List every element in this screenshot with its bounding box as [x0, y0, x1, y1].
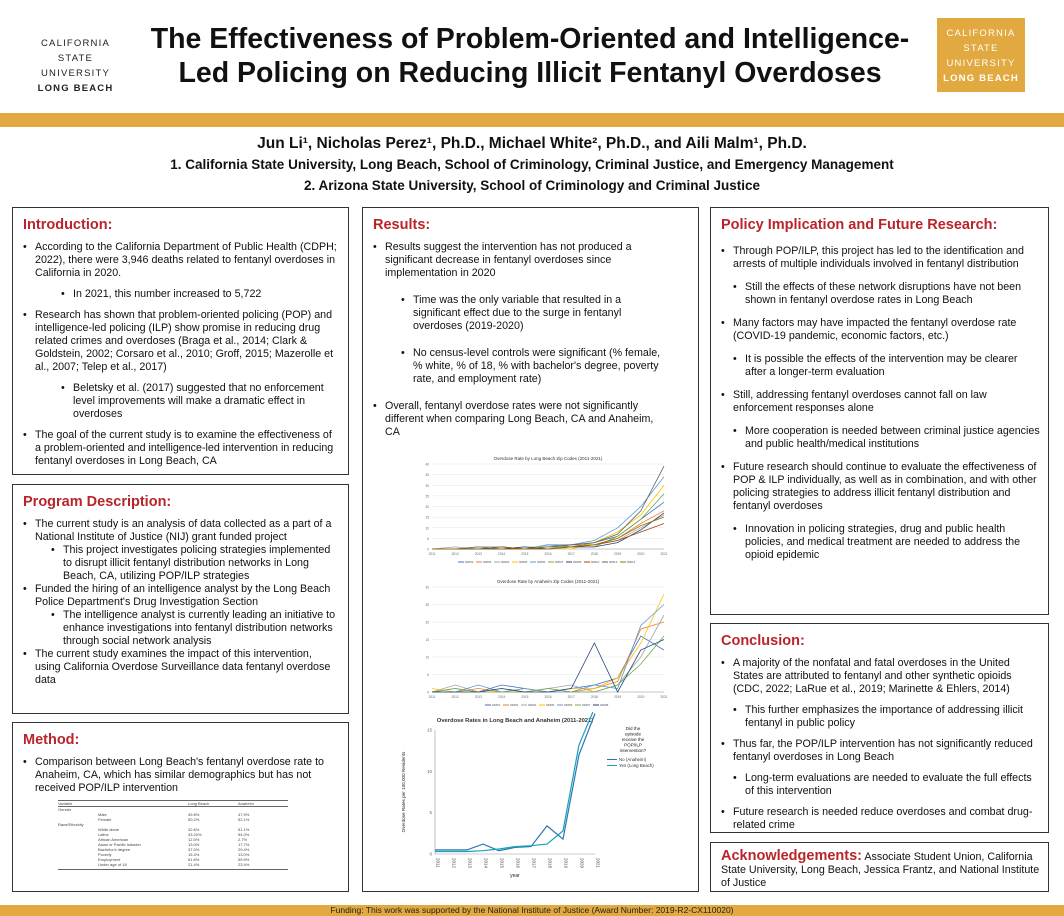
- y-tick-label: 40: [425, 462, 429, 467]
- x-tick-label: 2012: [451, 552, 459, 557]
- chart-title: Overdose Rates in Long Beach and Anaheim (2011-2021): [436, 718, 594, 724]
- y-tick-label: 25: [425, 494, 429, 499]
- legend-label: 90814: [627, 560, 636, 565]
- x-tick-label: 2017: [567, 695, 575, 700]
- table-cell: Female: [98, 817, 112, 822]
- legend-label: Yes (Long Beach): [619, 763, 654, 768]
- csulb-logo-left: [18, 36, 133, 96]
- x-tick-label: 2017: [567, 552, 575, 557]
- table-row: [58, 862, 288, 867]
- y-tick-label: 10: [425, 655, 429, 660]
- series-line-92807: [432, 636, 664, 692]
- anaheim-zip-chart: [420, 575, 670, 710]
- y-tick-label: 20: [425, 505, 429, 509]
- section-heading: Acknowledgements:: [721, 848, 862, 864]
- conclusion-section: [710, 623, 1049, 833]
- legend-label: 92807: [582, 703, 591, 708]
- affiliation-2: 2. Arizona State University, School of Criminology and Criminal Justice: [303, 178, 761, 193]
- table-cell: 32.6%: [188, 827, 200, 832]
- series-line-90802: [432, 502, 664, 549]
- list-item: • Still, addressing fentanyl overdoses cannot fall on law enforcement responses alone: [733, 389, 1040, 415]
- legend-label: 92808: [600, 703, 609, 708]
- x-tick-label: 2016: [544, 552, 552, 557]
- x-tick-label: 2013: [467, 858, 473, 869]
- list-item: • Comparison between Long Beach's fentanyl overdose rate to Anaheim, CA, which has similar demographics but has not received POP/ILP intervention: [35, 756, 340, 795]
- section-heading: Results:: [373, 217, 431, 233]
- y-tick-label: 15: [425, 515, 429, 520]
- logo-line: CALIFORNIA: [40, 38, 110, 49]
- list-item: • Future research is needed reduce overdoses and combat drug-related crime: [733, 806, 1040, 832]
- section-heading: Introduction:: [23, 217, 113, 233]
- table-cell: Under age of 18: [98, 862, 127, 867]
- x-tick-label: 2017: [531, 858, 537, 869]
- legend-label: 92802: [510, 703, 519, 708]
- series-line-92806: [432, 605, 664, 693]
- x-tick-label: 2011: [428, 695, 436, 700]
- x-tick-label: 2015: [499, 858, 505, 869]
- x-tick-label: 2011: [428, 552, 436, 557]
- authors: Jun Li¹, Nicholas Perez¹, Ph.D., Michael White², Ph.D., and Aili Malm¹, Ph.D.: [257, 135, 807, 152]
- series-line-90807: [432, 494, 664, 549]
- list-item: • Long-term evaluations are needed to evaluate the full effects of this intervention: [745, 772, 1040, 798]
- x-tick-label: 2021: [660, 552, 668, 557]
- section-heading: Program Description:: [23, 494, 172, 510]
- logo-line: UNIVERSITY: [946, 58, 1016, 69]
- x-tick-label: 2019: [614, 552, 622, 557]
- list-item: • It is possible the effects of the intervention may be clearer after a longer-term evaluation: [745, 353, 1040, 379]
- legend-label: 90803: [483, 560, 492, 565]
- table-cell: 51.1%: [238, 827, 250, 832]
- y-tick-label: 35: [425, 473, 429, 478]
- legend-label: 92805: [546, 703, 555, 708]
- table-cell: 29.4%: [238, 847, 250, 852]
- table-cell: Latinx: [98, 832, 109, 837]
- table-cell: 13.0%: [238, 852, 250, 857]
- comparison-chart: [395, 712, 685, 882]
- list-item: • Future research should continue to evaluate the effectiveness of POP & ILP individually, as well as in combination, and with other policing strategies to address illicit fentanyl distribution and fentanyl overdoses: [733, 461, 1040, 513]
- table-header-cell: Anaheim: [238, 801, 254, 806]
- y-tick-label: 20: [425, 620, 429, 625]
- x-tick-label: 2018: [590, 552, 598, 557]
- table-cell: 13.0%: [188, 842, 200, 847]
- acknowledgements-section: [710, 842, 1049, 892]
- list-item: • Time was the only variable that resulted in a significant effect due to the surge in fentanyl overdoses (2019-2020): [413, 294, 670, 333]
- y-tick-label: 5: [429, 810, 432, 816]
- series-line-90803: [432, 511, 664, 549]
- table-cell: 54.0%: [238, 832, 250, 837]
- table-cell: 17.7%: [238, 842, 250, 847]
- y-tick-label: 0: [429, 851, 432, 857]
- legend-label: 92806: [564, 703, 573, 708]
- legend-label: 90805: [519, 560, 528, 565]
- list-item: • The current study is an analysis of data collected as a part of a National Institute of Justice (NIJ) grant funded project: [35, 518, 340, 544]
- table-cell: Poverty: [98, 852, 112, 857]
- logo-line: LONG BEACH: [37, 83, 114, 94]
- chart-title: Overdose Rate by Long Beach Zip Codes (2011-2021): [493, 456, 603, 461]
- x-tick-label: 2013: [474, 695, 482, 700]
- y-tick-label: 15: [426, 727, 432, 733]
- table-cell: 2.7%: [238, 837, 248, 842]
- legend-label: 90808: [573, 560, 582, 565]
- x-tick-label: 2015: [521, 552, 529, 557]
- affiliation-1: 1. California State University, Long Beach, School of Criminology, Criminal Justice, and Emergency Management: [170, 157, 894, 172]
- table-cell: Race/Ethnicity: [58, 822, 84, 827]
- list-item: • A majority of the nonfatal and fatal overdoses in the United States are attributed to fentanyl and other synthetic opioids (CDC, 2022; LaRue et al., 2019; Marinette & Ehlers, 2014): [733, 657, 1040, 696]
- x-tick-label: 2021: [660, 695, 668, 700]
- x-tick-label: 2018: [590, 695, 598, 700]
- y-tick-label: 5: [427, 536, 429, 541]
- y-tick-label: 25: [425, 603, 429, 607]
- table-cell: 52.1%: [238, 817, 250, 822]
- list-item: • The intelligence analyst is currently leading an initiative to enhance investigations into fentanyl distribution networks through social network analysis: [63, 609, 340, 648]
- list-item: • Through POP/ILP, this project has led to the identification and arrests of multiple individuals involved in fentanyl distribution: [733, 245, 1040, 271]
- table-cell: Male: [98, 812, 107, 817]
- list-item: • Thus far, the POP/ILP intervention has not significantly reduced fentanyl overdoses in Long Beach: [733, 738, 1040, 764]
- legend-label: 90813: [609, 560, 618, 565]
- legend-label: No (Anaheim): [619, 757, 647, 762]
- y-tick-label: 30: [425, 483, 429, 488]
- list-item: • Innovation in policing strategies, drug and public health policies, and medical treatment are needed to address the opioid epidemic: [745, 523, 1040, 562]
- series-line-92801: [432, 636, 664, 692]
- table-cell: Employment: [98, 857, 121, 862]
- table-cell: 43.20%: [188, 832, 202, 837]
- legend-label: 90804: [501, 560, 510, 565]
- logo-line: LONG BEACH: [943, 73, 1019, 84]
- table-cell: African American: [98, 837, 129, 842]
- table-body: [58, 807, 288, 867]
- y-tick-label: 0: [427, 547, 429, 552]
- series-line-92804: [432, 615, 664, 692]
- legend-label: 92804: [528, 703, 537, 708]
- x-tick-label: 2018: [547, 858, 553, 869]
- list-item: • Many factors may have impacted the fentanyl overdose rate (COVID-19 pandemic, economic factors, etc.): [733, 317, 1040, 343]
- x-tick-label: 2014: [498, 552, 506, 557]
- y-tick-label: 10: [426, 768, 432, 774]
- acknowledgements-text: Associate Student Union, California State University, Long Beach, Jessica Frantz, and National Institute of Justice: [721, 851, 1040, 889]
- x-tick-label: 2020: [579, 858, 585, 869]
- table-cell: Asian or Pacific Islander: [98, 842, 141, 847]
- x-tick-label: 2015: [521, 695, 529, 700]
- x-tick-label: 2012: [451, 858, 457, 869]
- legend-label: 92801: [492, 703, 501, 708]
- x-tick-label: 2013: [474, 552, 482, 557]
- table-header-cell: Variable: [58, 801, 73, 806]
- list-item: • The goal of the current study is to examine the effectiveness of a problem-oriented and intelligence-led intervention in reducing fentanyl overdoses in Long Beach, CA: [35, 429, 340, 468]
- legend-title: Did the episode receive the POP/ILP intervention?: [619, 726, 647, 753]
- x-tick-label: 2016: [544, 695, 552, 700]
- list-item: • Overall, fentanyl overdose rates were not significantly different when comparing Long Beach, CA and Anaheim, CA: [385, 400, 670, 439]
- x-tick-label: 2019: [614, 695, 622, 700]
- y-tick-label: 15: [425, 638, 429, 642]
- section-heading: Policy Implication and Future Research:: [721, 217, 998, 233]
- table-cell: White alone: [98, 827, 120, 832]
- x-tick-label: 2014: [483, 858, 489, 869]
- policy-section: [710, 207, 1049, 615]
- table-cell: 49.8%: [188, 812, 200, 817]
- table-cell: 59.9%: [238, 857, 250, 862]
- chart-title: Overdose Rate by Anaheim Zip Codes (2011-2021): [496, 579, 600, 584]
- y-tick-label: 5: [427, 673, 429, 677]
- x-tick-label: 2020: [637, 695, 645, 700]
- legend-label: 90806: [537, 560, 546, 565]
- series-line-no-anaheim-: [435, 714, 595, 851]
- demographics-table: [58, 800, 288, 870]
- x-tick-label: 2014: [498, 695, 506, 700]
- logo-line: UNIVERSITY: [40, 68, 110, 79]
- logo-line: STATE: [963, 43, 999, 54]
- list-item: • This project investigates policing strategies implemented to disrupt illicit fentanyl distribution networks in Long Beach, CA, utilizing POP/ILP strategies: [63, 544, 340, 583]
- legend-label: 90807: [555, 560, 564, 565]
- table-cell: 50.2%: [188, 817, 200, 822]
- table-bottom-rule: [58, 869, 288, 870]
- series-line-92805: [432, 594, 664, 692]
- table-header-row: [58, 800, 288, 807]
- table-cell: 23.4%: [238, 862, 250, 867]
- y-tick-label: 30: [425, 585, 429, 590]
- legend-label: 90810: [591, 560, 600, 565]
- list-item: • The current study examines the impact of this intervention, using California Overdose Surveillance data fentanyl overdose data: [35, 648, 340, 687]
- header-divider-bar: [0, 113, 1064, 127]
- x-tick-label: 2020: [637, 552, 645, 557]
- table-cell: 61.6%: [188, 857, 200, 862]
- funding-footer: Funding: This work was supported by the National Institute of Justice (Award Number: 2019-R2-CX110020): [0, 905, 1064, 916]
- x-tick-label: 2011: [435, 858, 441, 868]
- list-item: • This further emphasizes the importance of addressing illicit fentanyl in public policy: [745, 704, 1040, 730]
- introduction-section: [12, 207, 349, 475]
- table-cell: 37.0%: [188, 847, 200, 852]
- list-item: • More cooperation is needed between criminal justice agencies and public health/medical institutions: [745, 425, 1040, 451]
- list-item: • No census-level controls were significant (% female, % white, % of 18, % with bachelor's degree, poverty rate, and employment rate): [413, 347, 670, 386]
- list-item: • According to the California Department of Public Health (CDPH; 2022), there were 3,946 deaths related to fentanyl overdoses in California in 2020.: [35, 241, 340, 280]
- table-cell: 21.4%: [188, 862, 200, 867]
- section-heading: Conclusion:: [721, 633, 805, 649]
- list-item: • Funded the hiring of an intelligence analyst by the Long Beach Police Department's Drug Investigation Section: [35, 583, 340, 609]
- x-tick-label: 2019: [563, 858, 569, 869]
- logo-line: STATE: [57, 53, 94, 64]
- legend-label: 90802: [465, 560, 474, 565]
- table-cell: 47.9%: [238, 812, 250, 817]
- table-cell: 15.4%: [188, 852, 200, 857]
- y-tick-label: 10: [425, 526, 429, 531]
- x-axis-title: year: [510, 873, 520, 879]
- program-description-section: [12, 484, 349, 714]
- list-item: • Research has shown that problem-oriented policing (POP) and intelligence-led policing (ILP) show promise in reducing drug related crimes and overdoses (Braga et al., 2014; Clark & Goldstein, 2002; Corsaro et al., 2010; Groff, 2015; Mazerolle et al., 2007; Telep et al., 2017): [35, 309, 340, 374]
- list-item: • Results suggest the intervention has not produced a significant decrease in fentanyl overdoses since implementation in 2020: [385, 241, 670, 280]
- table-cell: Bachelor's degree: [98, 847, 131, 852]
- section-heading: Method:: [23, 732, 80, 748]
- table-header-cell: Long Beach: [188, 801, 210, 806]
- list-item: • In 2021, this number increased to 5,722: [73, 288, 340, 301]
- poster-title: The Effectiveness of Problem-Oriented and Intelligence-Led Policing on Reducing Illicit Fentanyl Overdoses: [150, 23, 910, 89]
- y-axis-title: Overdose Rates per 100,000 Residents: [401, 751, 406, 833]
- y-tick-label: 0: [427, 690, 429, 695]
- long-beach-zip-chart: [420, 452, 670, 567]
- table-cell: 12.5%: [188, 837, 200, 842]
- x-tick-label: 2012: [451, 695, 459, 700]
- x-tick-label: 2016: [515, 858, 521, 869]
- series-line-yes-long-beach-: [435, 712, 595, 852]
- logo-line: CALIFORNIA: [946, 28, 1016, 39]
- table-cell: Gender: [58, 807, 72, 812]
- series-line-92808: [432, 640, 664, 693]
- list-item: • Beletsky et al. (2017) suggested that no enforcement level improvements will make a dramatic effect in overdoses: [73, 382, 340, 421]
- x-tick-label: 2021: [595, 858, 601, 869]
- list-item: • Still the effects of these network disruptions have not been shown in fentanyl overdose rates in Long Beach: [745, 281, 1040, 307]
- csulb-logo-right: [937, 18, 1025, 92]
